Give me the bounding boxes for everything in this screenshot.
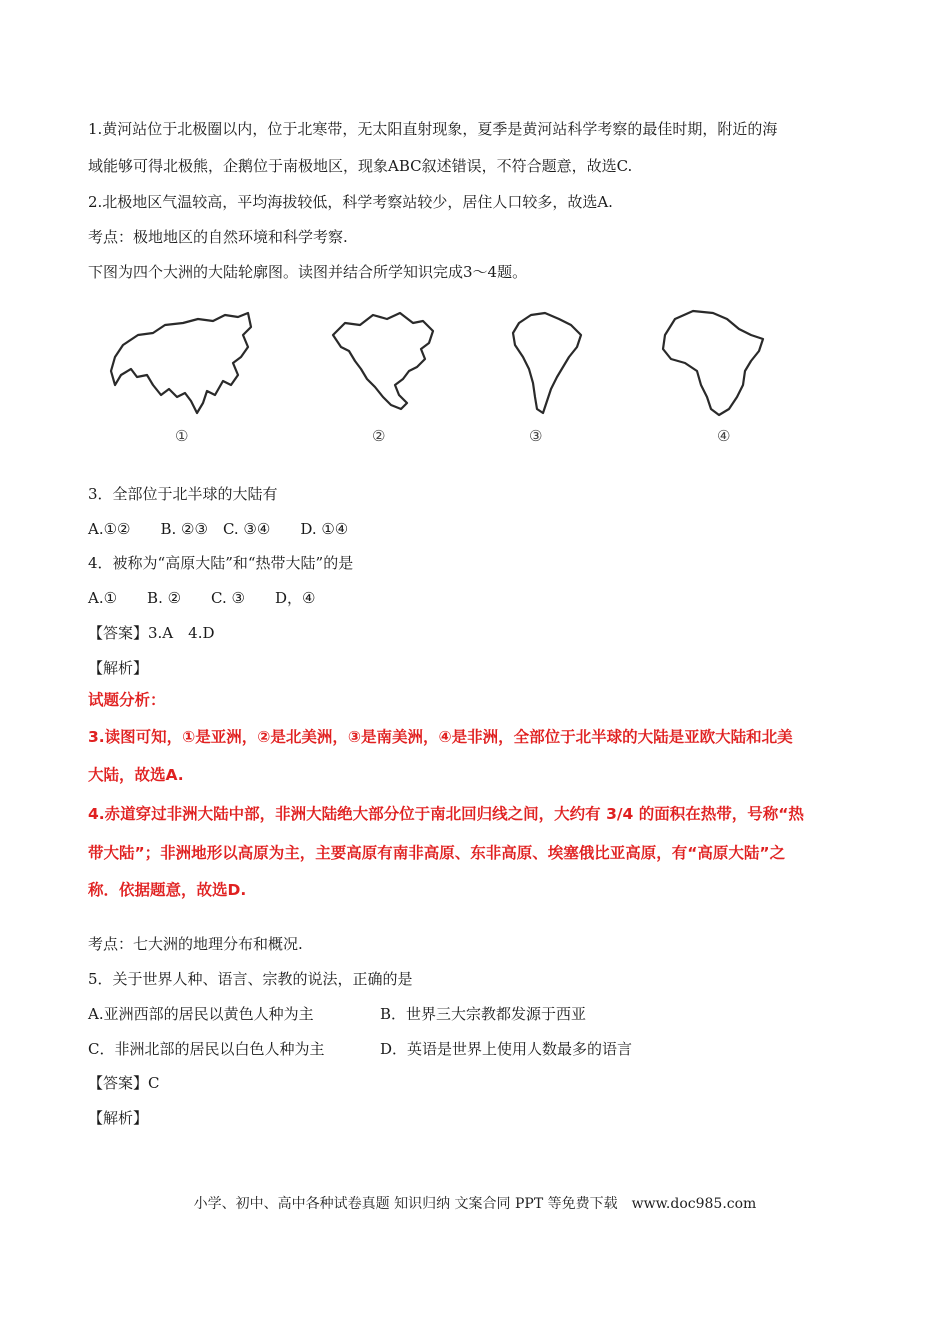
map-label: ④ [717,427,731,445]
analysis-red-line: 大陆，故选A. [88,766,184,784]
question-4: 4．被称为“高原大陆”和“热带大陆”的是 [88,554,354,572]
question-5-option-d: D．英语是世界上使用人数最多的语言 [380,1040,633,1058]
figure-intro-line: 下图为四个大洲的大陆轮廓图。读图并结合所学知识完成3～4题。 [88,263,528,281]
continent-outlines-figure [95,305,795,455]
kaodian-line: 考点：极地地区的自然环境和科学考察. [88,228,348,246]
analysis-heading: 【解析】 [88,1109,149,1127]
analysis-red-line: 试题分析： [88,691,166,709]
question-5-option-a: A.亚洲西部的居民以黄色人种为主 [88,1005,314,1023]
answer-3-4: 【答案】3.A 4.D [88,624,215,642]
south-america-outline-icon [505,305,595,429]
map-label: ③ [529,427,543,445]
analysis-red-line: 称．依据题意，故选D. [88,881,247,899]
question-3: 3．全部位于北半球的大陆有 [88,485,278,503]
analysis-red-line: 3.读图可知，①是亚洲，②是北美洲，③是南美洲，④是非洲，全部位于北半球的大陆是亚欧大陆和北美 [88,728,793,746]
north-america-outline-icon [325,305,445,429]
question-4-options: A.① B. ② C. ③ D，④ [88,589,316,607]
question-5-option-c: C．非洲北部的居民以白色人种为主 [88,1040,325,1058]
eurasia-outline-icon [103,305,253,429]
answer-5: 【答案】C [88,1074,160,1092]
paragraph-line: 1.黄河站位于北极圈以内，位于北寒带，无太阳直射现象，夏季是黄河站科学考察的最佳时期，附近的海 [88,120,778,138]
analysis-heading: 【解析】 [88,659,149,677]
question-3-options: A.①② B. ②③ C. ③④ D. ①④ [88,520,349,538]
map-label: ② [372,427,386,445]
question-5: 5．关于世界人种、语言、宗教的说法，正确的是 [88,970,413,988]
analysis-red-line: 4.赤道穿过非洲大陆中部，非洲大陆绝大部分位于南北回归线之间，大约有 3/4 的面积在热带，号称“热 [88,805,804,823]
kaodian-line: 考点：七大洲的地理分布和概况. [88,935,303,953]
paragraph-line: 域能够可得北极熊，企鹅位于南极地区，现象ABC叙述错误，不符合题意，故选C. [88,157,633,175]
paragraph-line: 2.北极地区气温较高，平均海拔较低，科学考察站较少，居住人口较多，故选A. [88,193,613,211]
analysis-red-line: 带大陆”；非洲地形以高原为主，主要高原有南非高原、东非高原、埃塞俄比亚高原，有“高原大陆”之 [88,844,786,862]
africa-outline-icon [655,305,775,429]
map-label: ① [175,427,189,445]
question-5-option-b: B．世界三大宗教都发源于西亚 [380,1005,587,1023]
page-footer: 小学、初中、高中各种试卷真题 知识归纳 文案合同 PPT 等免费下载 www.doc985.com [193,1196,757,1212]
